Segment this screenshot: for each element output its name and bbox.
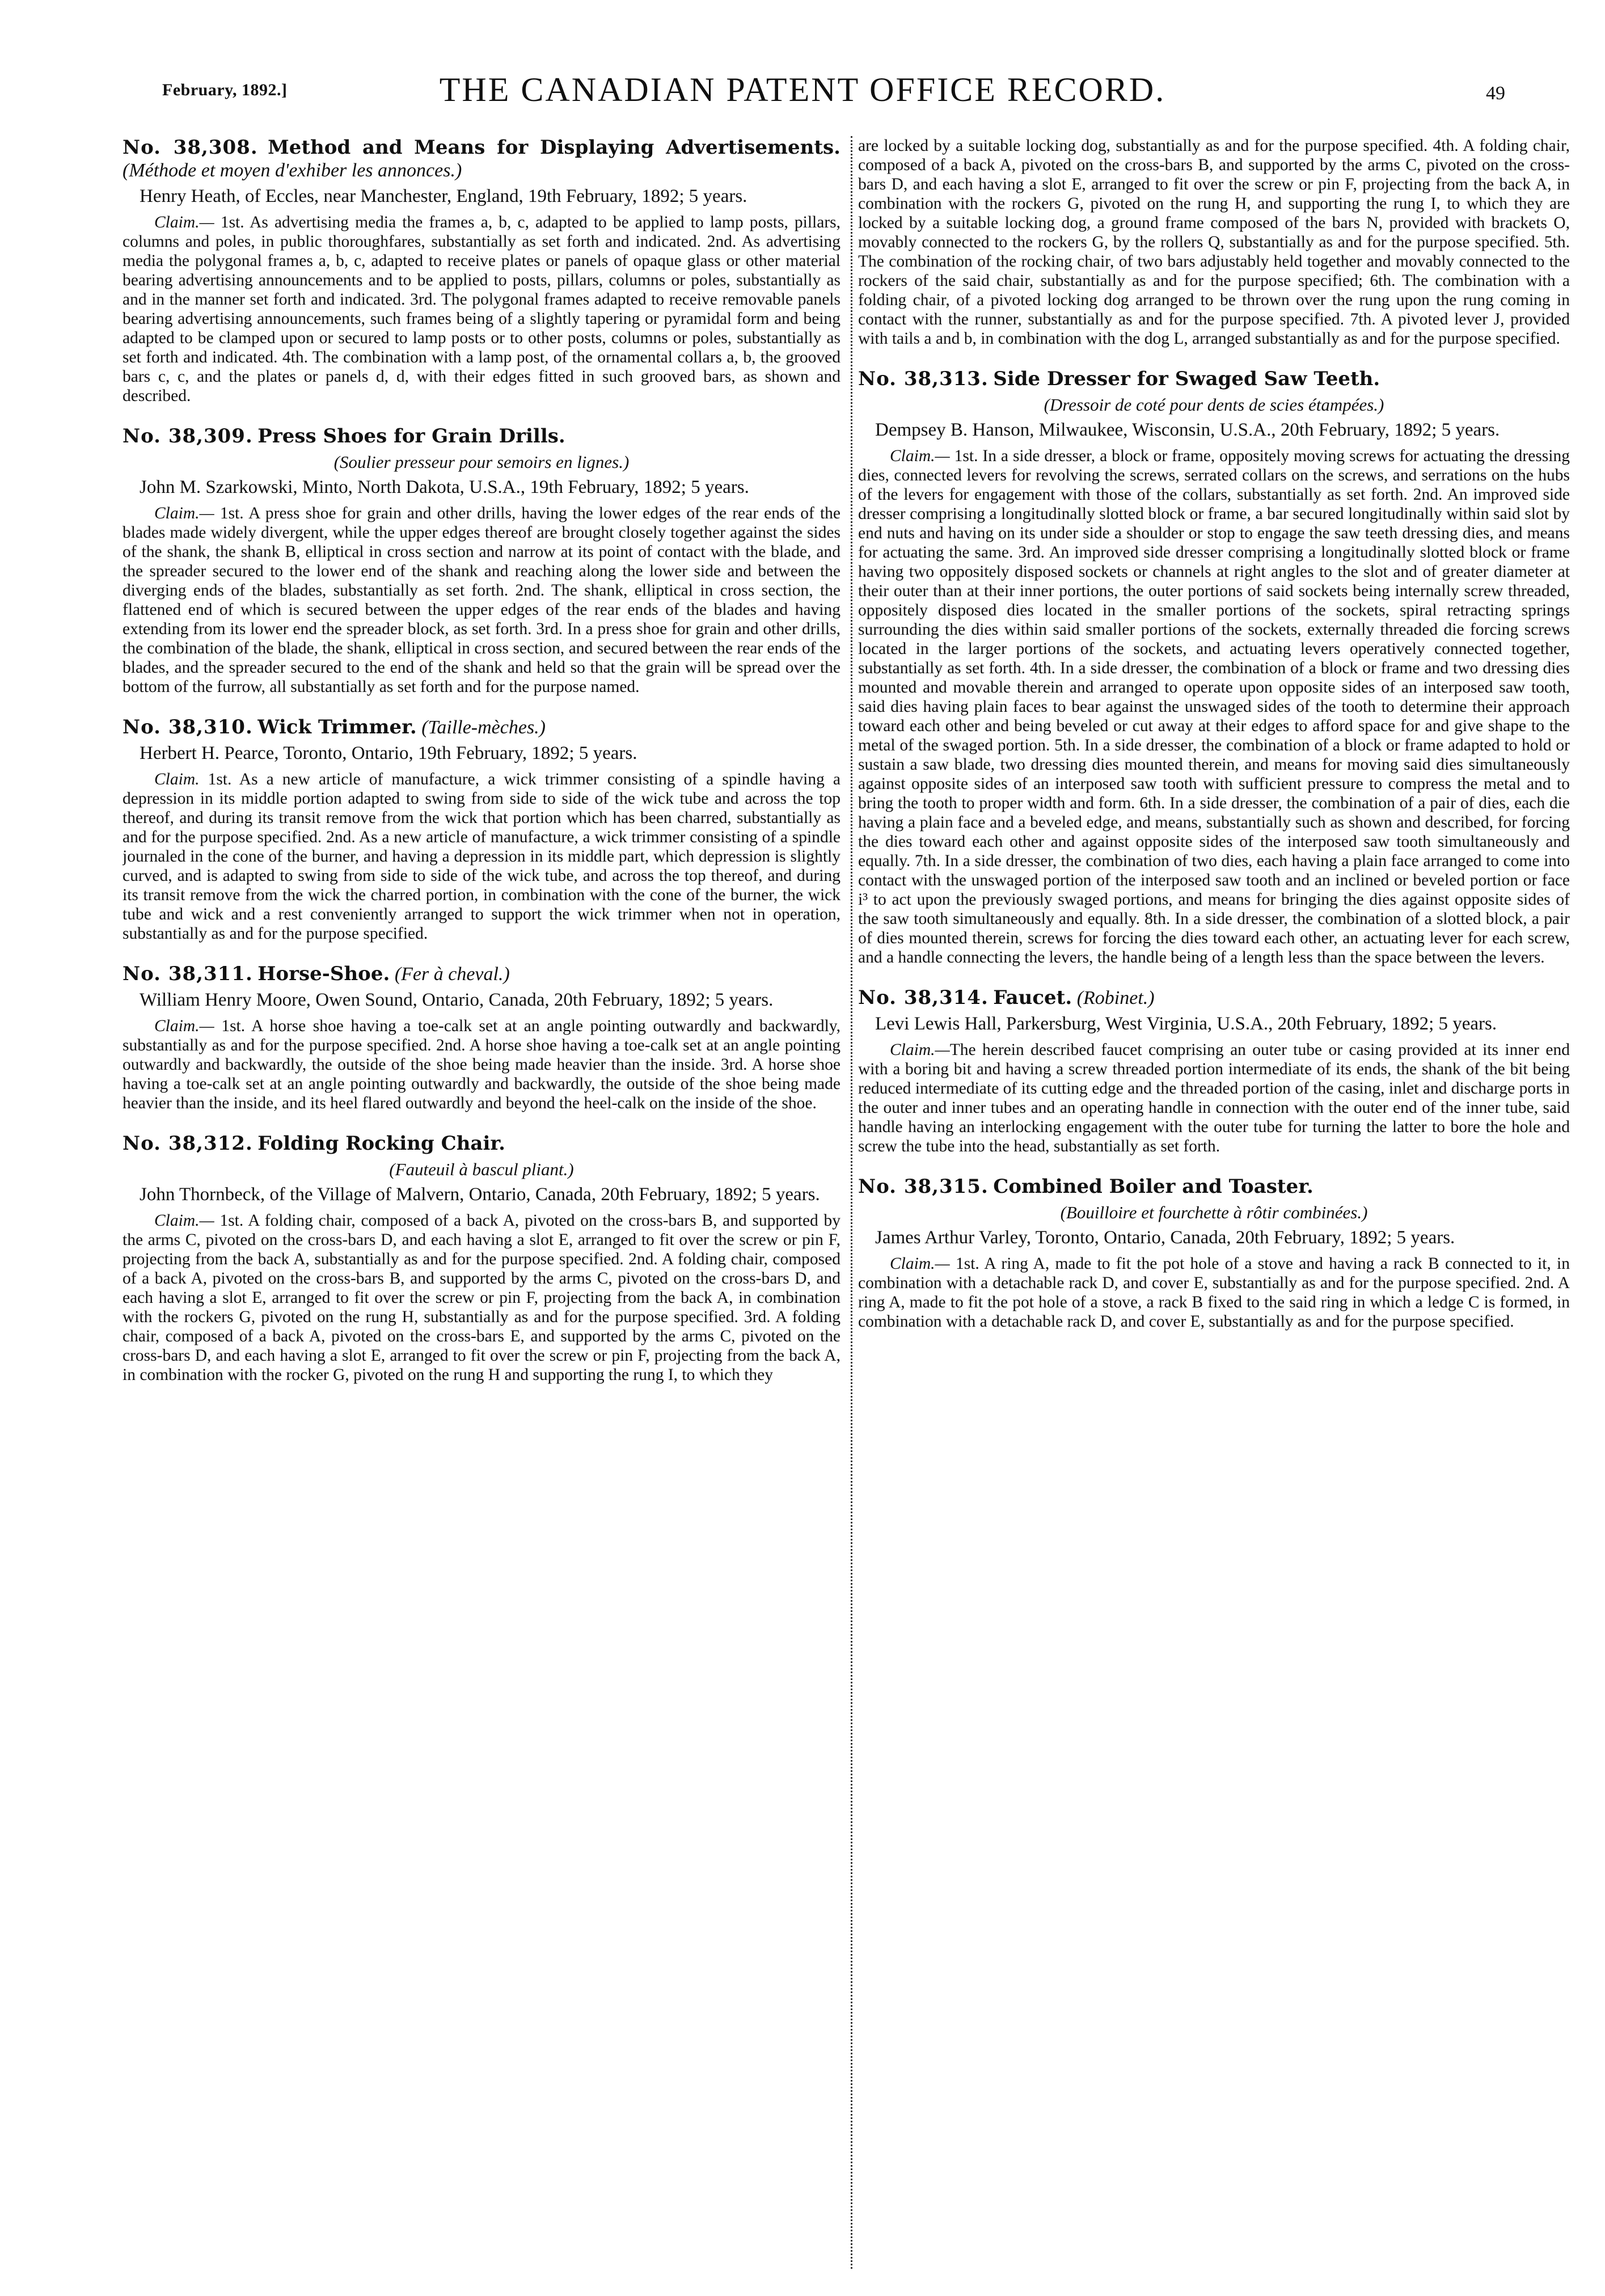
claim-text xyxy=(123,213,840,406)
entry-heading xyxy=(123,716,840,739)
inventor-line: John M. Szarkowski, Minto, North Dakota, U.S.A., 19th February, 1892; 5 years. xyxy=(140,477,749,497)
entry-heading xyxy=(123,963,840,986)
claim-body: 1st. As a new article of manufacture, a wick trimmer consisting of a spindle having a depression in its middle portion adapted to swing from side to side of the wick tube and across the top thereof, and during its transit remove from the wick that portion which has been charred, substantially as and for the purpose specified. 2nd. As a new article of manufacture, a wick trimmer consisting of a spindle journaled in the cone of the burner, and having a depression in its middle part, which depression is slightly curved, and is adapted to swing from side to side of the wick tube, and across the top thereof, and during its transit remove from the wick the charred portion, in combination with the cone of the burner, the wick tube and wick and a rest conveniently arranged to support the wick trimmer when not in operation, substantially as and for the purpose specified. xyxy=(123,770,840,943)
claim-label: Claim.— xyxy=(890,1041,950,1059)
patent-entry-38315 xyxy=(858,1175,1570,1331)
french-title: (Soulier presseur pour semoirs en lignes.) xyxy=(333,452,630,472)
french-title: (Dressoir de coté pour dents de scies étampées.) xyxy=(1044,395,1384,415)
patent-title: Press Shoes for Grain Drills. xyxy=(257,425,565,448)
entry-heading xyxy=(858,986,1570,1010)
claim-label: Claim.— xyxy=(890,447,950,465)
entry-heading xyxy=(123,136,840,182)
page-number: 49 xyxy=(1486,83,1505,104)
entry-heading xyxy=(123,1132,840,1155)
patent-number: No. 38,314. xyxy=(858,986,989,1009)
patent-title: Faucet. xyxy=(993,986,1072,1009)
patent-number: No. 38,315. xyxy=(858,1175,989,1198)
left-column xyxy=(123,136,840,2269)
claim-text xyxy=(858,1040,1570,1156)
patent-number: No. 38,313. xyxy=(858,368,989,390)
claim-body: The herein described faucet comprising an outer tube or casing provided at its inner end with a boring bit and having a screw threaded portion intermediate of its ends, the shank of the bit being reduced intermediate of its cutting edge and the threaded portion of the casing, inlet and discharge ports in the outer and inner tubes and an operating handle in connection with the outer end of the inner tube, said handle having an interlocking engagement with the outer tube for turning the latter to bore the hole and screw the tube into the head, substantially as set forth. xyxy=(858,1041,1570,1155)
claim-label: Claim.— xyxy=(154,1017,214,1035)
patent-number: No. 38,308. xyxy=(123,136,258,159)
inventor-line: James Arthur Varley, Toronto, Ontario, Canada, 20th February, 1892; 5 years. xyxy=(875,1227,1455,1248)
patent-entry-38313 xyxy=(858,368,1570,967)
french-title: (Fer à cheval.) xyxy=(394,964,510,985)
claim-label: Claim.— xyxy=(154,1212,214,1230)
patent-entry-38311 xyxy=(123,963,840,1113)
patent-number: No. 38,311. xyxy=(123,963,253,985)
patent-entry-38309 xyxy=(123,425,840,697)
patent-title: Horse-Shoe. xyxy=(257,963,390,985)
french-title: (Bouilloire et fourchette à rôtir combinées.) xyxy=(1060,1202,1368,1222)
claim-text xyxy=(123,770,840,943)
inventor-line: Levi Lewis Hall, Parkersburg, West Virginia, U.S.A., 20th February, 1892; 5 years. xyxy=(875,1014,1497,1034)
entry-heading xyxy=(858,368,1570,391)
claim-text xyxy=(858,446,1570,967)
claim-body: 1st. As advertising media the frames a, b, c, adapted to be applied to lamp posts, pillars, columns and poles, in public thoroughfares, substantially as set forth and indicated. 2nd. As advertising media the polygonal frames a, b, c, adapted to receive plates or panels of opaque glass or other material bearing advertising announcements and to be applied to posts, pillars, columns or poles, substantially as and in the manner set forth and indicated. 3rd. The polygonal frames adapted to receive removable panels bearing advertising announcements, such frames being of a slightly tapering or pyramidal form and being adapted to be clamped upon or secured to lamp posts or to other posts, columns or poles, substantially as set forth and indicated. 4th. The combination with a lamp post, of the ornamental collars a, b, the grooved bars c, c, and the plates or panels d, d, with their edges fitted in such grooved bars, as shown and described. xyxy=(123,213,840,405)
inventor-line: Herbert H. Pearce, Toronto, Ontario, 19th February, 1892; 5 years. xyxy=(140,743,637,763)
french-title: (Robinet.) xyxy=(1076,987,1155,1008)
issue-date: February, 1892.] xyxy=(162,81,288,99)
claim-body: 1st. A folding chair, composed of a back A, pivoted on the cross-bars B, and supported by the arms C, pivoted on the cross-bars D, and each having a slot E, arranged to fit over the screw or pin F, projecting from the back A, substantially as and for the purpose specified. 2nd. A folding chair, composed of a back A, pivoted on the cross-bars B, and supported by the arms C, pivoted on the cross-bars D, and each having a slot E, arranged to fit over the screw or pin F, projecting from the back A, in combination with the rockers G, pivoted on the rung H, substantially as and for the purpose specified. 3rd. A folding chair, composed of a back A, pivoted on the cross-bars E, and supported by the arms C, pivoted on the cross-bars D, and each having a slot E, arranged to fit over the screw or pin F, projecting from the back A, in combination with the rocker G, pivoted on the rung H and supporting the rung I, to which they xyxy=(123,1212,840,1384)
patent-title: Combined Boiler and Toaster. xyxy=(993,1175,1313,1198)
claim-label: Claim.— xyxy=(154,213,214,231)
right-column xyxy=(851,136,1570,2269)
claim-text xyxy=(123,1211,840,1385)
patent-entry-38312 xyxy=(123,1132,840,1385)
claim-continuation: are locked by a suitable locking dog, substantially as and for the purpose specified. 4th. A folding chair, composed of a back A, pivoted on the cross-bars B, and supported by the arms C, pivoted on the cross-bars D, and each having a slot E, arranged to fit over the screw or pin F, projecting from the back A, in combination with the rockers G, pivoted on the rung H, and supporting the rung I, to which they are locked by a suitable locking dog, a ground frame composed of the bars N, provided with brackets O, movably connected to the rockers G, by the rollers Q, substantially as and for the purpose specified. 5th. The combination of the rocking chair, of two bars adjustably held together and movably connected to the rockers of the said chair, substantially as and for the purpose specified; 6th. The combination with a folding chair, of a pivoted locking dog arranged to be thrown over the rung upon the rung coming in contact with the runner, substantially as and for the purpose specified. 7th. A pivoted lever J, provided with tails a and b, in combination with the dog L, arranged substantially as and for the purpose specified. xyxy=(858,137,1570,348)
claim-label: Claim. xyxy=(154,770,200,788)
patent-entry-38312-continued xyxy=(858,136,1570,348)
claim-label: Claim.— xyxy=(890,1255,950,1273)
claim-body: 1st. A ring A, made to fit the pot hole of a stove and having a rack B connected to it, in combination with a detachable rack D, and cover E, substantially as and for the purpose specified. 2nd. A ring A, made to fit the pot hole of a stove, a rack B fixed to the said ring in which a ledge C is formed, in combination with a detachable rack D, and cover E, substantially as and for the purpose specified. xyxy=(858,1255,1570,1331)
french-title: (Taille-mèches.) xyxy=(421,717,546,738)
entry-heading xyxy=(858,1175,1570,1198)
page-title: THE CANADIAN PATENT OFFICE RECORD. xyxy=(439,71,1166,108)
inventor-line: William Henry Moore, Owen Sound, Ontario, Canada, 20th February, 1892; 5 years. xyxy=(140,990,774,1010)
claim-body: 1st. In a side dresser, a block or frame, oppositely moving screws for actuating the dressing dies, connected levers for revolving the screws, serrated collars on the screws, and serrations on the hubs of the levers for engagement with those of the collars, substantially as set forth. 2nd. An improved side dresser comprising a longitudinally slotted block or frame, a bar secured longitudinally within said slot by end nuts and having on its under side a shoulder or stop to engage the saw teeth dressing dies, and means for actuating the same. 3rd. An improved side dresser comprising a longitudinally slotted block or frame having two oppositely disposed sockets or channels at right angles to the slot and of greater diameter at their outer than at their inner portions, the outer portions of said sockets being internally screw threaded, oppositely disposed dies located in the smaller portions of the sockets, spiral retracting springs surrounding the dies within said smaller portions of the sockets, externally threaded die forcing screws located in the larger portions of the sockets, and actuating levers operatively connected together, substantially as set forth. 4th. In a side dresser, the combination of a block or frame and two dressing dies mounted and movable therein and arranged to operate upon opposite sides of an interposed saw tooth, said dies having plain faces to bear against the unswaged sides of the tooth to determine their approach toward each other and being beveled or cut away at their edges to afford space for and give shape to the metal of the swaged portion. 5th. In a side dresser, the combination of a block or frame adapted to hold or sustain a saw blade, two dressing dies mounted therein, and means for moving said dies simultaneously against opposite sides of an interposed saw tooth with sufficient pressure to compress the metal and to bring the tooth to proper width and form. 6th. In a side dresser, the combination of a pair of dies, each die having a plain face and a beveled edge, and means, substantially such as shown and described, for forcing the dies toward each other and against opposite sides of the interposed saw tooth simultaneously and equally. 7th. In a side dresser, the combination of two dies, each having a plain face arranged to come into contact with the unswaged portion of the interposed saw tooth and an inclined or beveled portion or face i³ to act upon the previously swaged portions, and means for bringing the dies against opposite sides of the saw tooth simultaneously and equally. 8th. In a side dresser, the combination of a slotted block, a pair of dies mounted therein, screws for forcing the dies toward each other, an actuating lever for each screw, and a handle connecting the levers, the handle being of a length less than the space between the levers. xyxy=(858,447,1570,966)
claim-label: Claim.— xyxy=(154,504,214,522)
entry-heading xyxy=(123,425,840,448)
claim-text xyxy=(123,1016,840,1113)
patent-title: Side Dresser for Swaged Saw Teeth. xyxy=(993,368,1380,390)
claim-body: 1st. A press shoe for grain and other drills, having the lower edges of the rear ends of the blades made widely divergent, while the upper edges thereof are brought closely together against the sides of the shank, the shank B, elliptical in cross section and narrow at its point of contact with the blade, and the spreader secured to the lower end of the shank and reaching along the lower side and between the diverging ends of the blades, substantially as set forth. 2nd. The shank, elliptical in cross section, the flattened end of which is secured between the upper edges of the rear ends of the blades and having extending from its lower end the spreader block, as set forth. 3rd. In a press shoe for grain and other drills, the combination of the blade, the shank, elliptical in cross section, and secured between the rear ends of the blades, and the spreader secured to the end of the shank and held so that the grain will be spread over the bottom of the furrow, all substantially as set forth and for the purpose named. xyxy=(123,504,840,696)
patent-number: No. 38,312. xyxy=(123,1132,253,1155)
claim-text xyxy=(858,1254,1570,1331)
inventor-line: Dempsey B. Hanson, Milwaukee, Wisconsin, U.S.A., 20th February, 1892; 5 years. xyxy=(875,420,1500,440)
patent-number: No. 38,310. xyxy=(123,716,253,738)
patent-title: Method and Means for Displaying Advertisements. xyxy=(268,136,840,159)
french-title: (Méthode et moyen d'exhiber les annonces.) xyxy=(123,160,462,181)
inventor-line: John Thornbeck, of the Village of Malvern, Ontario, Canada, 20th February, 1892; 5 years. xyxy=(140,1184,820,1205)
patent-title: Folding Rocking Chair. xyxy=(257,1132,505,1155)
claim-body: 1st. A horse shoe having a toe-calk set at an angle pointing outwardly and backwardly, substantially as and for the purpose specified. 2nd. A horse shoe having a toe-calk set at an angle pointing outwardly and backwardly, the outside of the shoe being made heavier than the inside. 3rd. A horse shoe having a toe-calk set at an angle pointing outwardly and backwardly, the outside of the shoe being made heavier than the inside, and its heel flared outwardly and beyond the heel-calk on the inside of the shoe. xyxy=(123,1017,840,1112)
patent-number: No. 38,309. xyxy=(123,425,253,448)
patent-entry-38310 xyxy=(123,716,840,943)
inventor-line: Henry Heath, of Eccles, near Manchester, England, 19th February, 1892; 5 years. xyxy=(140,186,747,206)
patent-entry-38314 xyxy=(858,986,1570,1156)
claim-text xyxy=(123,504,840,697)
french-title: (Fauteuil à bascul pliant.) xyxy=(389,1159,574,1179)
patent-title: Wick Trimmer. xyxy=(257,716,417,738)
patent-entry-38308 xyxy=(123,136,840,406)
